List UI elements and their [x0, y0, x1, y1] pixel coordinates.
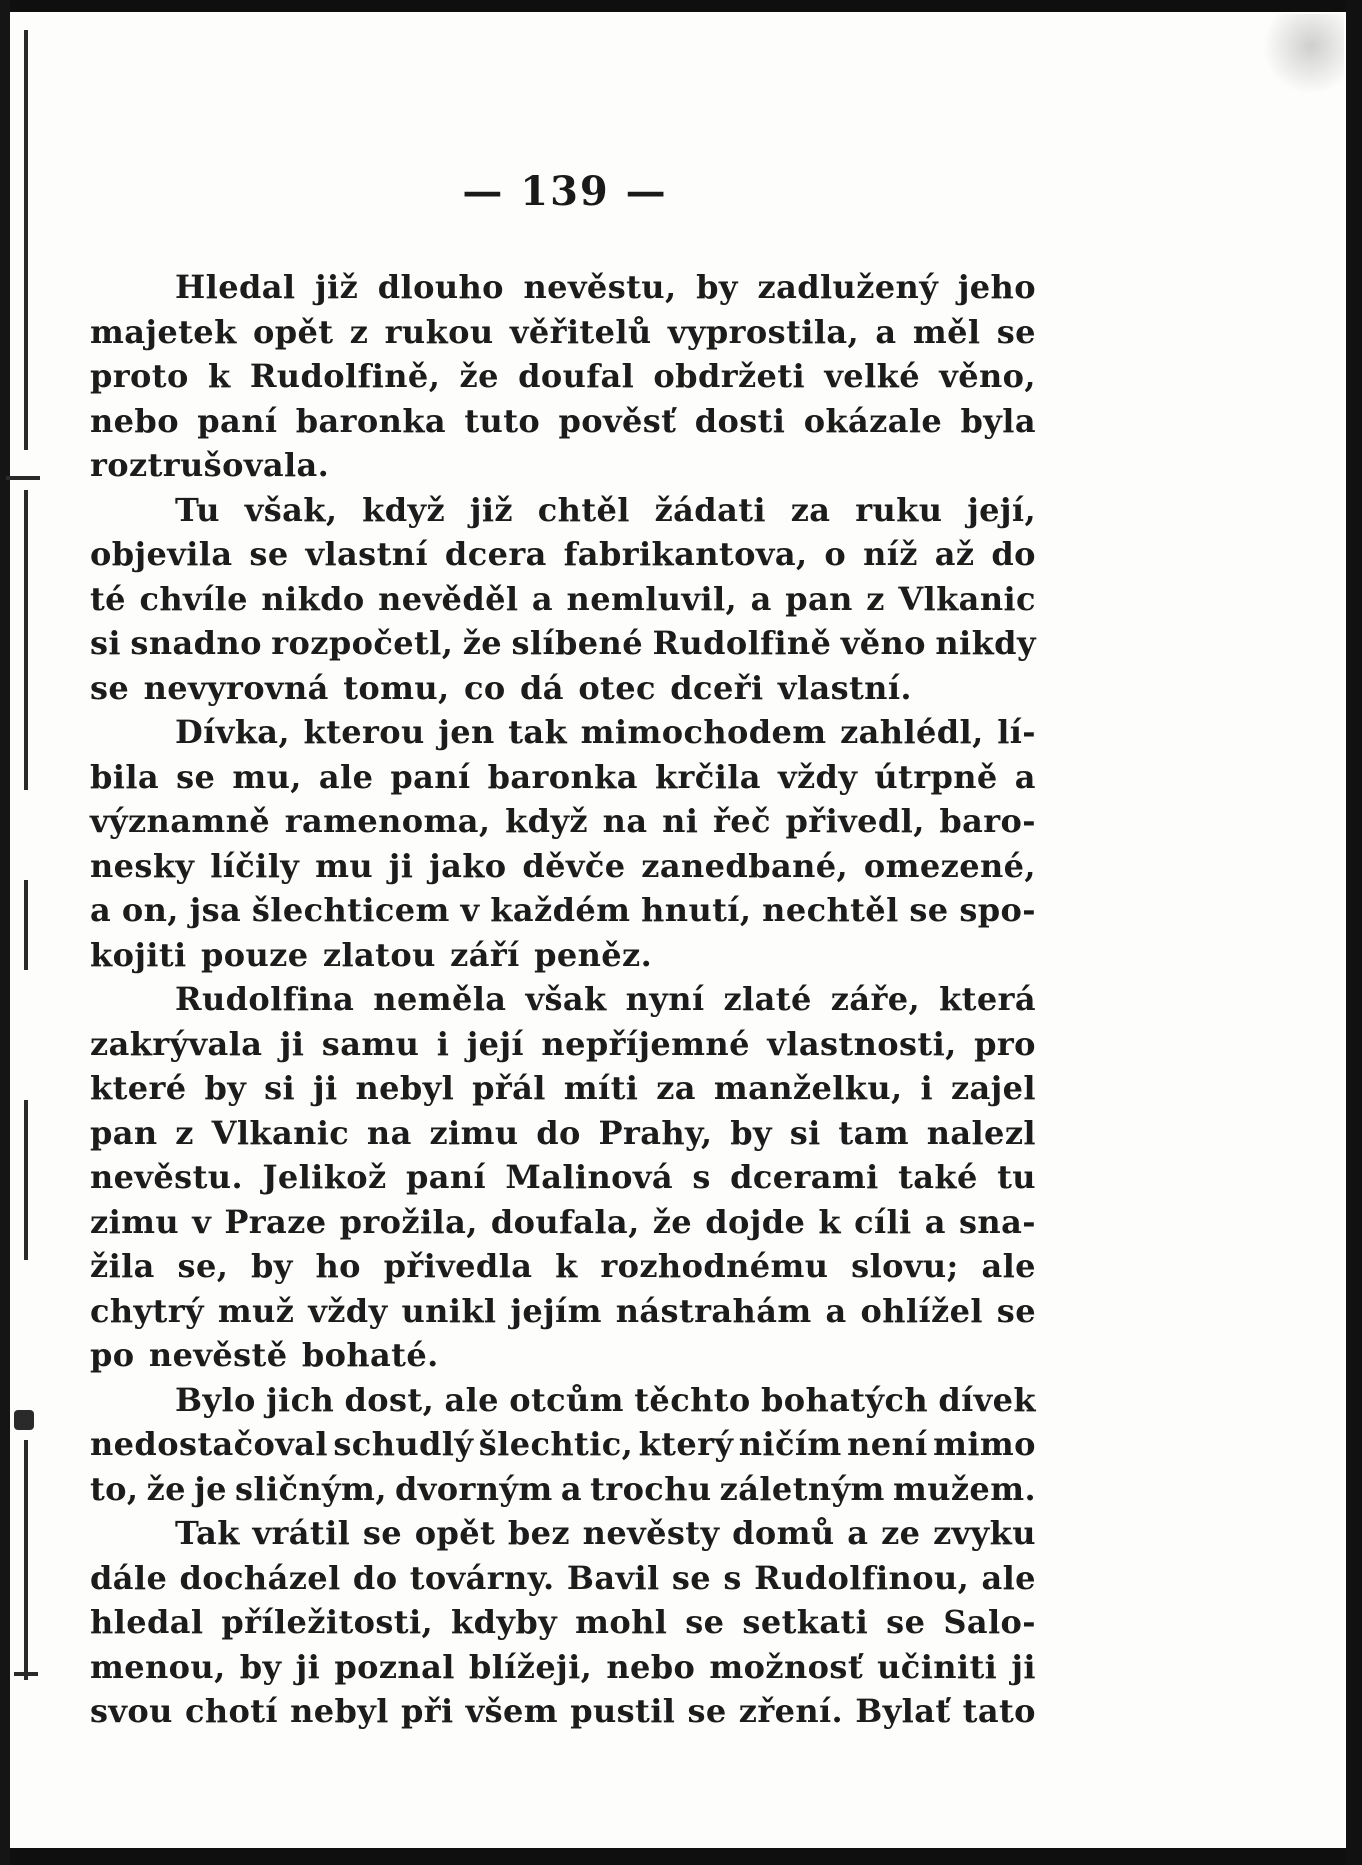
binding-shadow-line	[24, 490, 28, 790]
text-line: té chvíle nikdo nevěděl a nemluvil, a pan z Vlkanic	[90, 579, 1036, 618]
corner-smudge	[1262, 14, 1344, 94]
text-line: pan z Vlkanic na zimu do Prahy, by si tam nalezl	[90, 1113, 1036, 1152]
binding-shadow-line	[24, 880, 28, 970]
text-line: zimu v Praze prožila, doufala, že dojde k cíli a sna-	[90, 1202, 1036, 1241]
binding-mark	[6, 476, 40, 480]
scan-edge-right	[1346, 0, 1362, 1865]
page-number: — 139 —	[462, 168, 668, 215]
text-line: žila se, by ho přivedla k rozhodnému slovu; ale	[90, 1247, 1036, 1285]
binding-shadow-line	[24, 1440, 28, 1680]
text-line: kojiti pouze zlatou září peněz.	[90, 935, 653, 974]
text-line: proto k Rudolfině, že doufal obdržeti velké věno,	[90, 357, 1036, 395]
text-line: bila se mu, ale paní baronka krčila vždy útrpně a	[90, 757, 1036, 796]
text-line: hledal příležitosti, kdyby mohl se setkati se Salo-	[90, 1603, 1036, 1641]
text-line: chytrý muž vždy unikl jejím nástrahám a ohlížel se	[90, 1291, 1036, 1330]
text-line: roztrušovala.	[90, 446, 330, 484]
text-line: to, že je sličným, dvorným a trochu záletným mužem.	[90, 1469, 1036, 1508]
binding-shadow-line	[24, 1100, 28, 1260]
scan-edge-left	[0, 0, 10, 1865]
text-line: objevila se vlastní dcera fabrikantova, o níž až do	[90, 535, 1036, 573]
scan-edge-bottom	[0, 1848, 1362, 1865]
binding-mark	[14, 1672, 38, 1676]
body-text	[90, 265, 1036, 1734]
text-line: se nevyrovná tomu, co dá otec dceři vlastní.	[90, 668, 912, 707]
text-line: menou, by ji poznal blížeji, nebo možnosť učiniti ji	[90, 1647, 1036, 1686]
text-line: a on, jsa šlechticem v každém hnutí, nechtěl se spo-	[90, 891, 1036, 929]
text-line: po nevěstě bohaté.	[90, 1336, 439, 1374]
text-line: dále docházel do továrny. Bavil se s Rudolfinou, ale	[90, 1558, 1036, 1597]
text-line: nesky líčily mu ji jako děvče zanedbané, omezené,	[90, 846, 1036, 885]
text-line: významně ramenoma, když na ni řeč přivedl, baro-	[90, 802, 1036, 840]
text-line: svou chotí nebyl při všem pustil se zření. Bylať tato	[90, 1692, 1036, 1730]
binding-shadow-line	[24, 30, 28, 450]
text-line: nebo paní baronka tuto pověsť dosti okázale byla	[90, 401, 1036, 440]
text-line: majetek opět z rukou věřitelů vyprostila, a měl se	[90, 312, 1036, 351]
text-line: Rudolfina neměla však nyní zlaté záře, která	[175, 980, 1036, 1018]
text-line: Hledal již dlouho nevěstu, by zadlužený jeho	[175, 268, 1036, 306]
text-line: Tak vrátil se opět bez nevěsty domů a ze zvyku	[175, 1514, 1036, 1552]
text-line: Dívka, kterou jen tak mimochodem zahlédl, lí-	[175, 713, 1036, 751]
scan-edge-top	[0, 0, 1362, 12]
binding-mark	[14, 1410, 34, 1430]
text-line: nevěstu. Jelikož paní Malinová s dcerami také tu	[90, 1158, 1036, 1196]
text-line: Tu však, když již chtěl žádati za ruku její,	[175, 490, 1036, 529]
text-line: které by si ji nebyl přál míti za manželku, i zajel	[90, 1069, 1036, 1107]
text-line: si snadno rozpočetl, že slíbené Rudolfině věno nikdy	[90, 624, 1036, 662]
text-line: Bylo jich dost, ale otcům těchto bohatých dívek	[175, 1380, 1036, 1419]
text-line: zakrývala ji samu i její nepříjemné vlastnosti, pro	[90, 1024, 1036, 1063]
text-line: nedostačoval schudlý šlechtic, který ničím není mimo	[90, 1425, 1036, 1463]
